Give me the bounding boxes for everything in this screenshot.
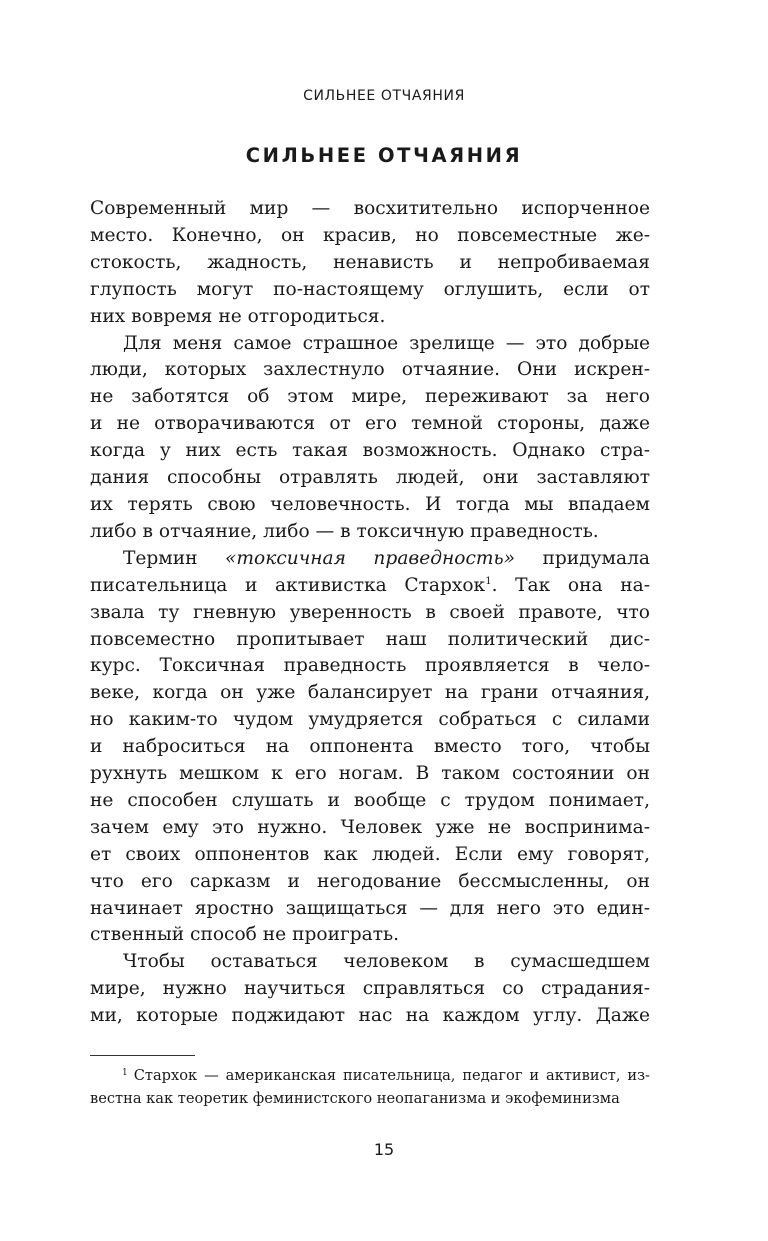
text-line: и не отворачиваются от его темной стороны, даже xyxy=(90,413,650,435)
text-line: рухнуть мешком к его ногам. В таком состоянии он xyxy=(90,763,650,785)
text-line: когда у них есть такая возможность. Однако стра- xyxy=(90,440,650,462)
text-line: либо в отчаяние, либо — в токсичную праведность. xyxy=(90,520,599,542)
text-line xyxy=(90,573,650,600)
text-line: не заботятся об этом мире, переживают за него xyxy=(90,386,650,408)
text-line: их терять свою человечность. И тогда мы впадаем xyxy=(90,493,650,515)
text-line: начинает яростно защищаться — для него это един- xyxy=(90,897,650,919)
text-line: и наброситься на оппонента вместо того, чтобы xyxy=(90,736,650,758)
text-line: них вовремя не отгородиться. xyxy=(90,305,386,327)
body-text xyxy=(90,196,650,1030)
text-line: ми, которые поджидают нас на каждом углу. Даже xyxy=(90,1005,650,1027)
footnote-divider xyxy=(90,1055,195,1056)
text-run: Термин xyxy=(123,547,226,569)
page-number: 15 xyxy=(373,1140,395,1159)
text-run: придумала xyxy=(515,547,651,569)
text-line: дания способны отравлять людей, они заставляют xyxy=(90,467,650,489)
text-line: веке, когда он уже балансирует на грани отчаяния, xyxy=(90,682,650,704)
paragraph-3 xyxy=(90,546,650,950)
footnote-marker: 1 xyxy=(122,1068,128,1078)
text-line: Современный мир — восхитительно испорченное xyxy=(90,198,650,219)
footnote-reference: 1 xyxy=(485,575,492,587)
chapter-title: СИЛЬНЕЕ ОТЧАЯНИЯ xyxy=(245,144,523,167)
text-line: глупость могут по-настоящему оглушить, если от xyxy=(90,278,650,300)
text-run: . Так она на- xyxy=(491,574,651,596)
paragraph-2 xyxy=(90,331,650,546)
text-line: повсеместно пропитывает наш политический дис- xyxy=(90,628,650,650)
text-line: ственный способ не проиграть. xyxy=(90,924,400,946)
footnote-line: вестна как теоретик феминистского неопаганизма и экофеминизма xyxy=(90,1090,620,1107)
footnote-text: Стархок — американская писательница, педагог и активист, из- xyxy=(133,1067,650,1084)
text-line: зачем ему это нужно. Человек уже не воспринима- xyxy=(90,816,650,838)
text-line: курс. Токсичная праведность проявляется в чело- xyxy=(90,655,650,677)
footnote xyxy=(90,1064,650,1110)
text-line: но каким-то чудом умудряется собраться с силами xyxy=(90,709,650,731)
text-line xyxy=(90,546,650,573)
text-line: не способен слушать и вообще с трудом понимает, xyxy=(90,789,650,811)
text-line: люди, которых захлестнуло отчаяние. Они искрен- xyxy=(90,359,650,381)
text-line: Для меня самое страшное зрелище — это добрые xyxy=(123,332,650,354)
paragraph-4 xyxy=(90,949,650,1030)
text-line: звала ту гневную уверенность в своей правоте, что xyxy=(90,601,650,623)
text-line: что его сарказм и негодование бессмысленны, он xyxy=(90,870,650,892)
text-line: Чтобы оставаться человеком в сумасшедшем xyxy=(123,951,650,973)
text-line: ет своих оппонентов как людей. Если ему говорят, xyxy=(90,843,650,865)
text-line: место. Конечно, он красив, но повсеместные же- xyxy=(90,224,650,246)
term-toxic-righteousness: «токсичная праведность» xyxy=(225,547,515,569)
text-line: стокость, жадность, ненависть и непробиваемая xyxy=(90,251,650,273)
text-run: писательница и активистка Стархок xyxy=(90,574,486,596)
running-head: СИЛЬНЕЕ ОТЧАЯНИЯ xyxy=(303,88,465,104)
footnote-line xyxy=(90,1064,650,1087)
text-line: мире, нужно научиться справляться со страдания- xyxy=(90,978,650,1000)
paragraph-1 xyxy=(90,196,650,331)
